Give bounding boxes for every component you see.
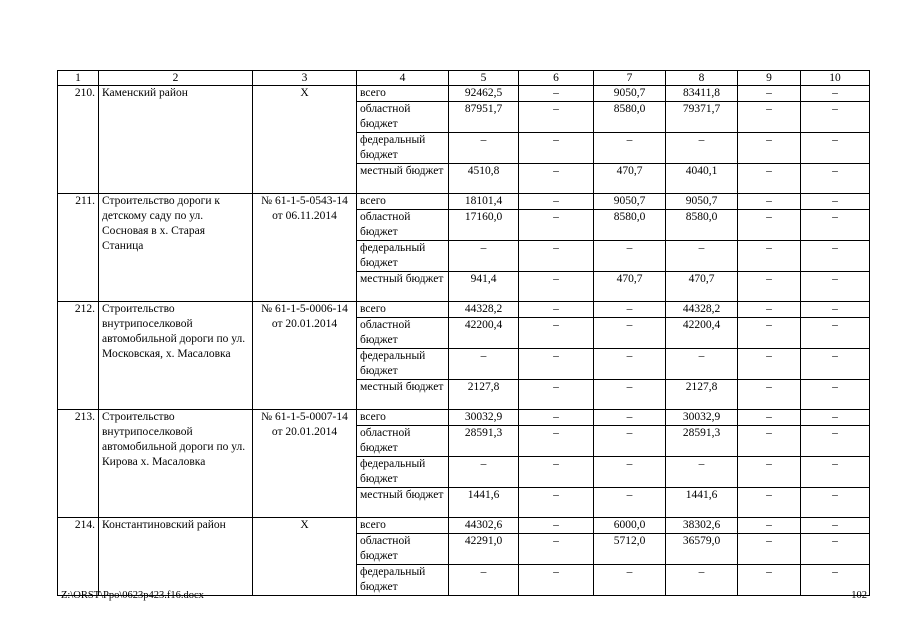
funding-source: областной бюджет bbox=[357, 210, 449, 241]
value-cell-10: – bbox=[801, 133, 870, 164]
value-cell-10: – bbox=[801, 349, 870, 380]
value-cell-5: 28591,3 bbox=[449, 426, 519, 457]
value-cell-8: 30032,9 bbox=[666, 410, 738, 426]
funding-source: областной бюджет bbox=[357, 426, 449, 457]
value-cell-6: – bbox=[519, 86, 594, 102]
col-header-7: 7 bbox=[594, 71, 666, 86]
value-cell-10: – bbox=[801, 457, 870, 488]
value-cell-8: – bbox=[666, 457, 738, 488]
value-cell-9: – bbox=[738, 410, 801, 426]
value-cell-7: – bbox=[594, 426, 666, 457]
value-cell-9: – bbox=[738, 565, 801, 596]
value-cell-6: – bbox=[519, 318, 594, 349]
value-cell-5: 44328,2 bbox=[449, 302, 519, 318]
value-cell-9: – bbox=[738, 102, 801, 133]
funding-source: федеральный бюджет bbox=[357, 457, 449, 488]
value-cell-10: – bbox=[801, 518, 870, 534]
value-cell-7: – bbox=[594, 488, 666, 518]
value-cell-6: – bbox=[519, 194, 594, 210]
value-cell-5: 87951,7 bbox=[449, 102, 519, 133]
value-cell-7: 8580,0 bbox=[594, 210, 666, 241]
value-cell-6: – bbox=[519, 488, 594, 518]
value-cell-7: 9050,7 bbox=[594, 86, 666, 102]
col-header-1: 1 bbox=[58, 71, 99, 86]
funding-source: областной бюджет bbox=[357, 534, 449, 565]
table-row bbox=[58, 86, 870, 102]
value-cell-9: – bbox=[738, 380, 801, 410]
value-cell-9: – bbox=[738, 302, 801, 318]
value-cell-9: – bbox=[738, 194, 801, 210]
funding-source: всего bbox=[357, 518, 449, 534]
value-cell-10: – bbox=[801, 565, 870, 596]
value-cell-6: – bbox=[519, 302, 594, 318]
value-cell-9: – bbox=[738, 241, 801, 272]
value-cell-8: 9050,7 bbox=[666, 194, 738, 210]
value-cell-9: – bbox=[738, 488, 801, 518]
document-ref: № 61-1-5-0543-14 от 06.11.2014 bbox=[253, 194, 357, 302]
value-cell-8: 83411,8 bbox=[666, 86, 738, 102]
value-cell-8: 36579,0 bbox=[666, 534, 738, 565]
value-cell-7: 9050,7 bbox=[594, 194, 666, 210]
value-cell-9: – bbox=[738, 86, 801, 102]
value-cell-8: 44328,2 bbox=[666, 302, 738, 318]
value-cell-6: – bbox=[519, 102, 594, 133]
header-row bbox=[58, 71, 870, 86]
value-cell-8: 1441,6 bbox=[666, 488, 738, 518]
value-cell-8: 79371,7 bbox=[666, 102, 738, 133]
value-cell-10: – bbox=[801, 534, 870, 565]
value-cell-5: 4510,8 bbox=[449, 164, 519, 194]
col-header-3: 3 bbox=[253, 71, 357, 86]
value-cell-6: – bbox=[519, 380, 594, 410]
document-ref: № 61-1-5-0007-14 от 20.01.2014 bbox=[253, 410, 357, 518]
col-header-4: 4 bbox=[357, 71, 449, 86]
funding-source: федеральный бюджет bbox=[357, 133, 449, 164]
value-cell-7: 6000,0 bbox=[594, 518, 666, 534]
table-row bbox=[58, 410, 870, 426]
value-cell-8: – bbox=[666, 241, 738, 272]
funding-source: федеральный бюджет bbox=[357, 565, 449, 596]
value-cell-10: – bbox=[801, 241, 870, 272]
value-cell-8: – bbox=[666, 349, 738, 380]
value-cell-6: – bbox=[519, 164, 594, 194]
value-cell-10: – bbox=[801, 164, 870, 194]
funding-source: всего bbox=[357, 194, 449, 210]
value-cell-7: 470,7 bbox=[594, 164, 666, 194]
funding-source: областной бюджет bbox=[357, 318, 449, 349]
value-cell-7: – bbox=[594, 318, 666, 349]
document-ref: Х bbox=[253, 86, 357, 194]
object-name: Строительство внутрипоселковой автомобильной дороги по ул. Московская, х. Масаловка bbox=[99, 302, 253, 410]
value-cell-5: – bbox=[449, 133, 519, 164]
funding-source: местный бюджет bbox=[357, 272, 449, 302]
value-cell-7: – bbox=[594, 410, 666, 426]
value-cell-6: – bbox=[519, 272, 594, 302]
funding-source: всего bbox=[357, 86, 449, 102]
col-header-10: 10 bbox=[801, 71, 870, 86]
funding-source: федеральный бюджет bbox=[357, 349, 449, 380]
value-cell-7: – bbox=[594, 380, 666, 410]
funding-source: федеральный бюджет bbox=[357, 241, 449, 272]
value-cell-9: – bbox=[738, 349, 801, 380]
value-cell-8: 42200,4 bbox=[666, 318, 738, 349]
value-cell-9: – bbox=[738, 164, 801, 194]
value-cell-6: – bbox=[519, 534, 594, 565]
value-cell-10: – bbox=[801, 210, 870, 241]
value-cell-8: 28591,3 bbox=[666, 426, 738, 457]
value-cell-9: – bbox=[738, 426, 801, 457]
value-cell-5: – bbox=[449, 349, 519, 380]
value-cell-7: 5712,0 bbox=[594, 534, 666, 565]
value-cell-10: – bbox=[801, 302, 870, 318]
col-header-8: 8 bbox=[666, 71, 738, 86]
funding-source: всего bbox=[357, 302, 449, 318]
value-cell-7: – bbox=[594, 302, 666, 318]
value-cell-5: – bbox=[449, 565, 519, 596]
value-cell-9: – bbox=[738, 272, 801, 302]
value-cell-5: 941,4 bbox=[449, 272, 519, 302]
value-cell-7: 470,7 bbox=[594, 272, 666, 302]
value-cell-7: 8580,0 bbox=[594, 102, 666, 133]
value-cell-6: – bbox=[519, 133, 594, 164]
value-cell-5: 1441,6 bbox=[449, 488, 519, 518]
value-cell-5: 30032,9 bbox=[449, 410, 519, 426]
funding-source: всего bbox=[357, 410, 449, 426]
value-cell-9: – bbox=[738, 133, 801, 164]
col-header-9: 9 bbox=[738, 71, 801, 86]
table-body bbox=[58, 86, 870, 596]
value-cell-7: – bbox=[594, 133, 666, 164]
value-cell-5: – bbox=[449, 457, 519, 488]
row-number: 214. bbox=[58, 518, 99, 596]
value-cell-9: – bbox=[738, 318, 801, 349]
document-ref: Х bbox=[253, 518, 357, 596]
value-cell-8: 4040,1 bbox=[666, 164, 738, 194]
col-header-6: 6 bbox=[519, 71, 594, 86]
value-cell-6: – bbox=[519, 457, 594, 488]
value-cell-5: 17160,0 bbox=[449, 210, 519, 241]
file-path: Z:\ORST\Ppo\0623p423.f16.docx bbox=[61, 590, 204, 601]
value-cell-6: – bbox=[519, 241, 594, 272]
table-row bbox=[58, 302, 870, 318]
value-cell-5: 42200,4 bbox=[449, 318, 519, 349]
value-cell-7: – bbox=[594, 565, 666, 596]
value-cell-8: – bbox=[666, 133, 738, 164]
value-cell-10: – bbox=[801, 488, 870, 518]
value-cell-7: – bbox=[594, 349, 666, 380]
budget-table bbox=[57, 70, 870, 596]
value-cell-10: – bbox=[801, 426, 870, 457]
value-cell-9: – bbox=[738, 518, 801, 534]
value-cell-8: 470,7 bbox=[666, 272, 738, 302]
funding-source: местный бюджет bbox=[357, 488, 449, 518]
funding-source: областной бюджет bbox=[357, 102, 449, 133]
value-cell-5: – bbox=[449, 241, 519, 272]
value-cell-6: – bbox=[519, 518, 594, 534]
document-ref: № 61-1-5-0006-14 от 20.01.2014 bbox=[253, 302, 357, 410]
col-header-5: 5 bbox=[449, 71, 519, 86]
value-cell-10: – bbox=[801, 86, 870, 102]
value-cell-10: – bbox=[801, 194, 870, 210]
value-cell-10: – bbox=[801, 380, 870, 410]
value-cell-5: 18101,4 bbox=[449, 194, 519, 210]
funding-source: местный бюджет bbox=[357, 164, 449, 194]
value-cell-8: 2127,8 bbox=[666, 380, 738, 410]
row-number: 211. bbox=[58, 194, 99, 302]
value-cell-10: – bbox=[801, 410, 870, 426]
value-cell-9: – bbox=[738, 534, 801, 565]
row-number: 210. bbox=[58, 86, 99, 194]
row-number: 212. bbox=[58, 302, 99, 410]
value-cell-6: – bbox=[519, 210, 594, 241]
value-cell-8: – bbox=[666, 565, 738, 596]
value-cell-9: – bbox=[738, 210, 801, 241]
object-name: Строительство внутрипоселковой автомобильной дороги по ул. Кирова х. Масаловка bbox=[99, 410, 253, 518]
value-cell-6: – bbox=[519, 565, 594, 596]
value-cell-8: 38302,6 bbox=[666, 518, 738, 534]
value-cell-7: – bbox=[594, 241, 666, 272]
object-name: Константиновский район bbox=[99, 518, 253, 596]
value-cell-10: – bbox=[801, 272, 870, 302]
object-name: Строительство дороги к детскому саду по ул. Сосновая в х. Старая Станица bbox=[99, 194, 253, 302]
value-cell-9: – bbox=[738, 457, 801, 488]
table-row bbox=[58, 518, 870, 534]
object-name: Каменский район bbox=[99, 86, 253, 194]
table-row bbox=[58, 194, 870, 210]
row-number: 213. bbox=[58, 410, 99, 518]
col-header-2: 2 bbox=[99, 71, 253, 86]
value-cell-5: 2127,8 bbox=[449, 380, 519, 410]
page-number: 102 bbox=[851, 590, 867, 601]
value-cell-7: – bbox=[594, 457, 666, 488]
funding-source: местный бюджет bbox=[357, 380, 449, 410]
value-cell-10: – bbox=[801, 318, 870, 349]
value-cell-8: 8580,0 bbox=[666, 210, 738, 241]
value-cell-6: – bbox=[519, 410, 594, 426]
value-cell-10: – bbox=[801, 102, 870, 133]
value-cell-5: 42291,0 bbox=[449, 534, 519, 565]
value-cell-6: – bbox=[519, 349, 594, 380]
value-cell-5: 92462,5 bbox=[449, 86, 519, 102]
value-cell-5: 44302,6 bbox=[449, 518, 519, 534]
value-cell-6: – bbox=[519, 426, 594, 457]
